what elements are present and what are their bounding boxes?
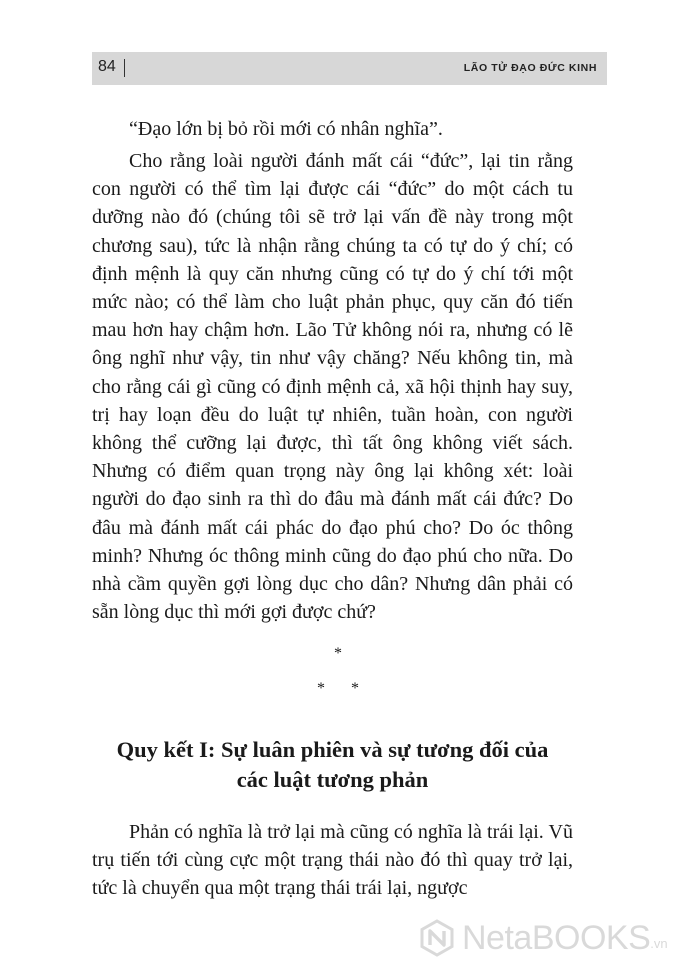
publisher-watermark: [418, 918, 700, 958]
section-paragraph: Phản có nghĩa là trở lại mà cũng có nghĩa là trái lại. Vũ trụ tiến tới cùng cực một trạng thái nào đó thì quay trở lại, tức là chuyển qua một trạng thái trái lại, ngược: [92, 821, 573, 900]
section-separator-bottom: * *: [317, 680, 359, 697]
section-heading: [92, 735, 573, 795]
section-heading-line1: Quy kết I: Sự luân phiên và sự tương đối của: [116, 737, 549, 762]
watermark-brand: NetaBOOKS: [462, 918, 651, 957]
running-book-title: LÃO TỬ ĐẠO ĐỨC KINH: [463, 62, 597, 74]
page-number: 84: [98, 58, 116, 75]
body-paragraph: Cho rằng loài người đánh mất cái “đức”, lại tin rằng con người có thể tìm lại được cái “đức” do một cách tu dưỡng nào đó (chúng tôi sẽ trở lại vấn đề này trong một chương sau), tức là nhận rằng chúng ta có tự do ý chí; có định mệnh là quy căn nhưng cũng có tự do ý chí tới một mức nào; có thể làm cho luật phản phục, quy căn đó tiến mau hơn hay chậm hơn. Lão Tử không nói ra, nhưng có lẽ ông nghĩ như vậy, tin như vậy chăng? Nếu không tin, mà cho rằng cái gì cũng có định mệnh cả, xã hội thịnh hay suy, trị hay loạn đều do luật tự nhiên, tuần hoàn, con người không thể cưỡng lại được, thì tất ông không viết sách. Nhưng có điểm quan trọng này ông lại không xét: loài người do đạo sinh ra thì do đâu mà đánh mất cái đức? Do đâu mà đánh mất cái phác do đạo phú cho? Do óc thông minh? Nhưng óc thông minh cũng do đạo phú cho nữa. Do nhà cầm quyền gợi lòng dục cho dân? Nhưng dân phải có sẵn lòng dục thì mới gợi được chứ?: [92, 150, 573, 624]
quote-paragraph: “Đạo lớn bị bỏ rồi mới có nhân nghĩa”.: [129, 118, 443, 140]
watermark-suffix: .vn: [650, 936, 668, 951]
quote-block: [92, 115, 573, 143]
main-text-block: [92, 147, 573, 626]
section-separator-top: *: [334, 645, 342, 662]
header-divider: [124, 59, 125, 77]
publisher-logo-icon: [418, 919, 456, 957]
section-text-block: [92, 818, 573, 903]
section-heading-line2: các luật tương phản: [236, 767, 429, 792]
